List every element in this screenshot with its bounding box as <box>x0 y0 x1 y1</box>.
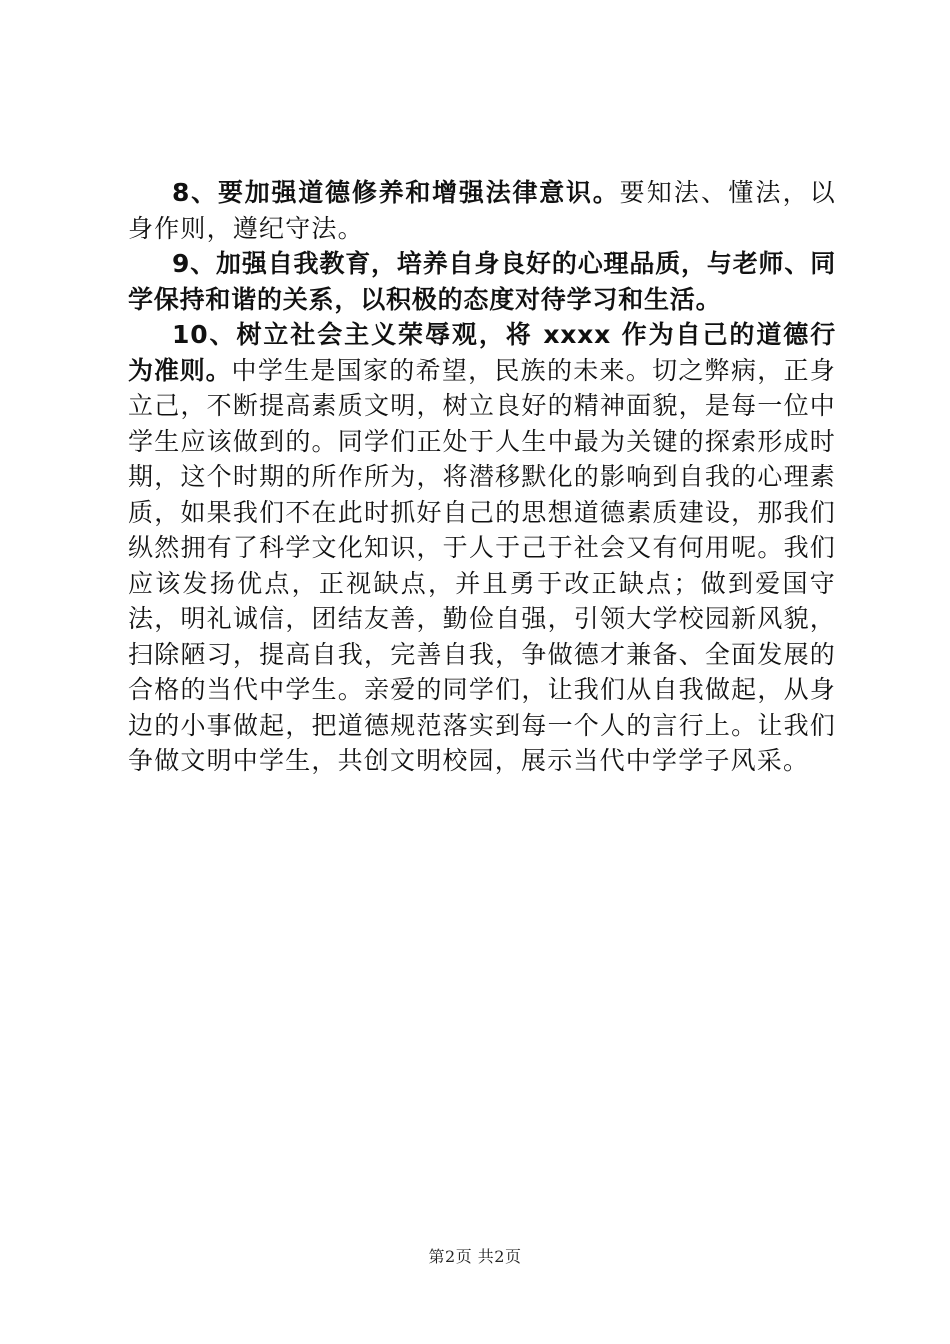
document-body <box>128 175 836 779</box>
paragraph-8 <box>128 175 836 246</box>
paragraph-8-text: 要知法、懂法，以身作则，遵纪守法。 <box>128 178 837 243</box>
page-footer: 第2页 共2页 <box>428 1247 522 1266</box>
paragraph-10-heading: 10、树立社会主义荣辱观，将 xxxx 作为自己的道德行为准则。 <box>128 320 836 385</box>
paragraph-10-text: 中学生是国家的希望，民族的未来。切之弊病，正身立己，不断提高素质文明，树立良好的精神面貌，是每一位中学生应该做到的。同学们正处于人生中最为关键的探索形成时期，这个时期的所作所为，将潜移默化的影响到自我的心理素质，如果我们不在此时抓好自己的思想道德素质建设，那我们纵然拥有了科学文化知识，于人于己于社会又有何用呢。我们应该发扬优点，正视缺点，并且勇于改正缺点；做到爱国守法，明礼诚信，团结友善，勤俭自强，引领大学校园新风貌，扫除陋习，提高自我，完善自我，争做德才兼备、全面发展的合格的当代中学生。亲爱的同学们，让我们从自我做起，从身边的小事做起，把道德规范落实到每一个人的言行上。让我们争做文明中学生，共创文明校园，展示当代中学学子风采。 <box>128 355 836 775</box>
paragraph-10 <box>128 317 836 779</box>
paragraph-9 <box>128 246 836 317</box>
paragraph-9-heading: 9、加强自我教育，培养自身良好的心理品质，与老师、同学保持和谐的关系，以积极的态度对待学习和生活。 <box>128 249 836 314</box>
paragraph-8-heading: 8、要加强道德修养和增强法律意识。 <box>172 178 620 207</box>
